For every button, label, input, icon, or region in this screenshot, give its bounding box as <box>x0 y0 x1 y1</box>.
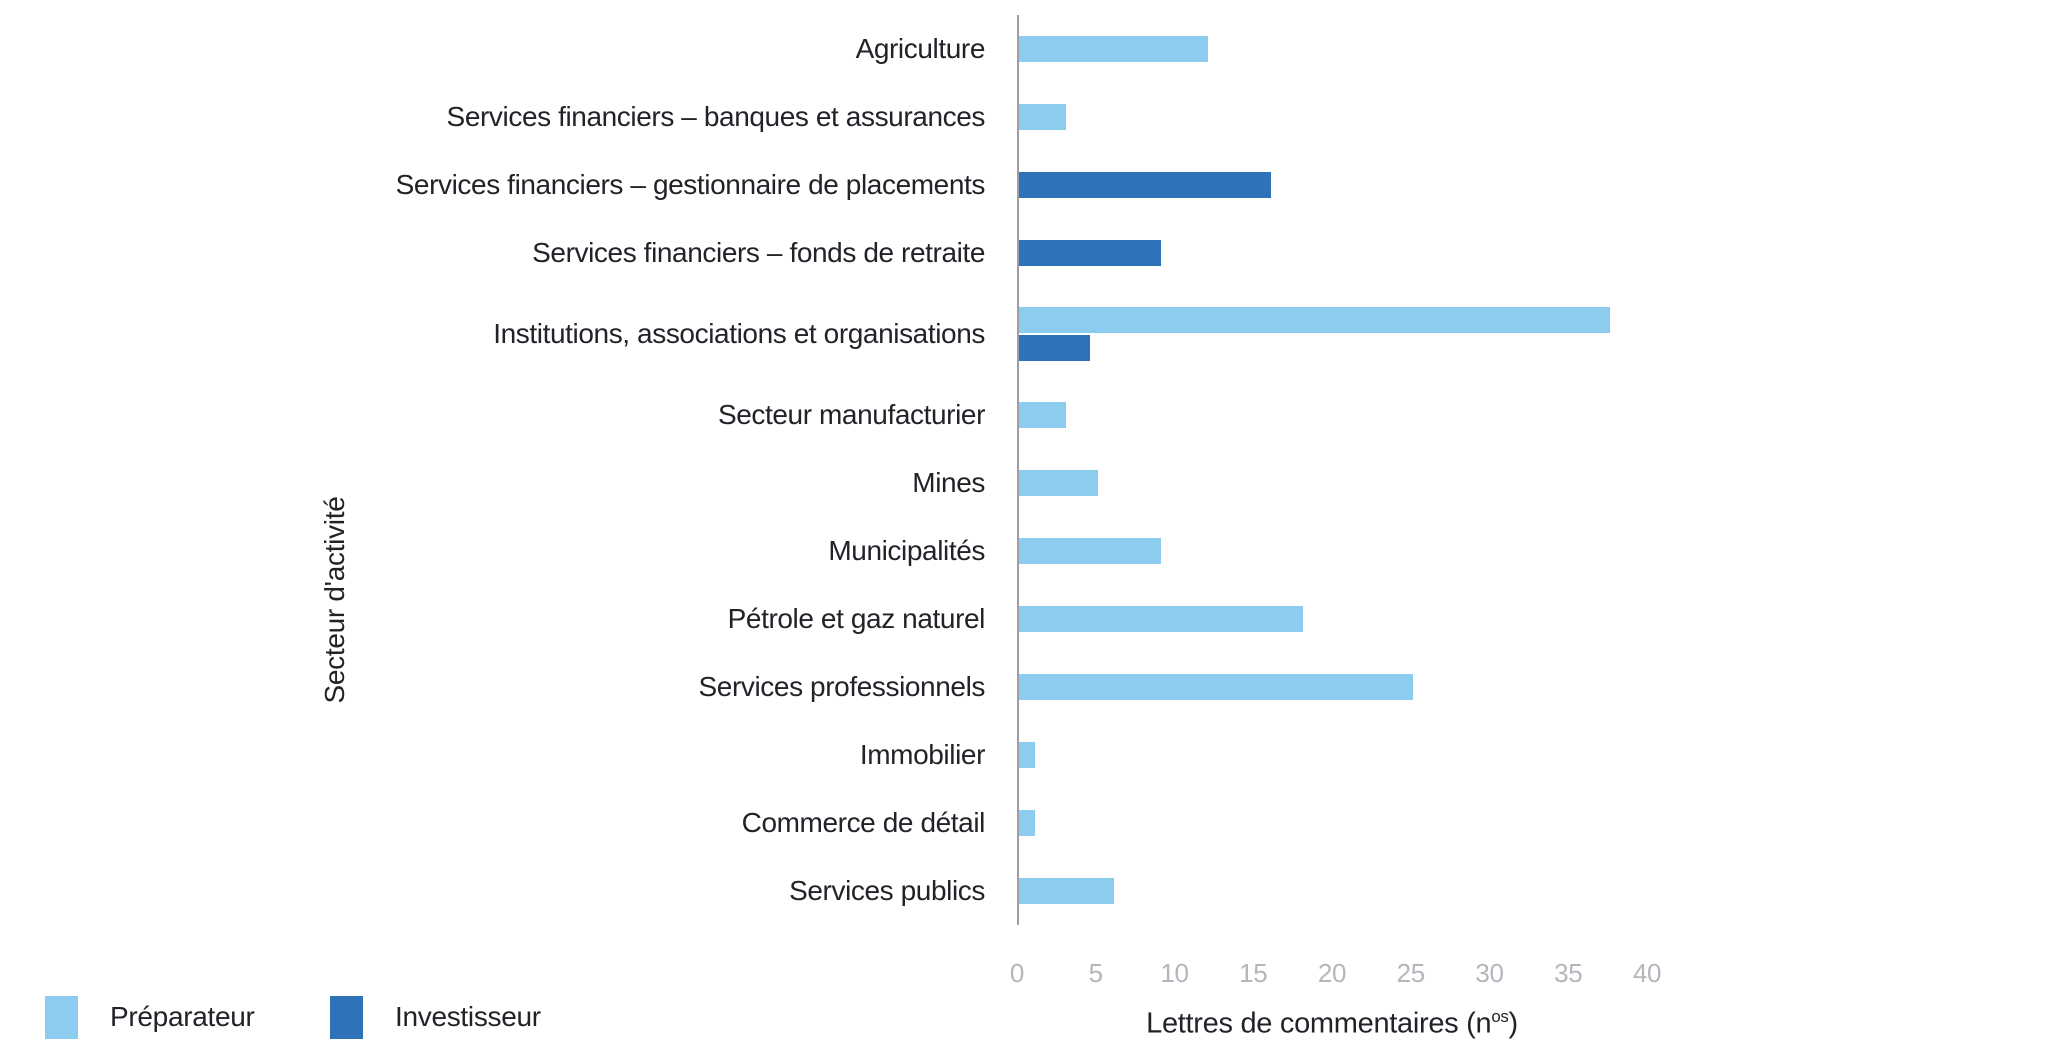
legend-label-investisseur: Investisseur <box>395 1001 541 1032</box>
chart-row <box>0 653 2048 721</box>
legend-label-preparateur: Préparateur <box>110 1001 255 1032</box>
chart-row <box>0 857 2048 925</box>
bar-preparateur <box>1019 307 1610 333</box>
bar-preparateur <box>1019 402 1066 428</box>
x-tick-label: 5 <box>1088 958 1103 988</box>
bar-preparateur <box>1019 606 1303 632</box>
bar-preparateur <box>1019 470 1098 496</box>
legend-swatch-investisseur <box>330 996 363 1039</box>
x-tick-label: 35 <box>1554 958 1583 988</box>
bar-investisseur <box>1019 172 1271 198</box>
plot-area <box>0 15 2048 925</box>
bar-investisseur <box>1019 240 1161 266</box>
bar-preparateur <box>1019 36 1208 62</box>
chart-row <box>0 721 2048 789</box>
chart-row <box>0 219 2048 287</box>
category-label: Pétrole et gaz naturel <box>727 603 985 634</box>
chart-row <box>0 381 2048 449</box>
chart-row <box>0 151 2048 219</box>
bar-group <box>1017 219 2048 287</box>
bar-preparateur <box>1019 674 1413 700</box>
bar-group <box>1017 151 2048 219</box>
bar-preparateur <box>1019 104 1066 130</box>
bar-group <box>1017 585 2048 653</box>
chart-row <box>0 83 2048 151</box>
category-label: Institutions, associations et organisations <box>493 318 985 349</box>
category-label: Municipalités <box>828 535 985 566</box>
bar-group <box>1017 15 2048 83</box>
bar-group <box>1017 83 2048 151</box>
x-axis <box>1009 925 2048 1061</box>
bar-group <box>1017 381 2048 449</box>
category-label: Services professionnels <box>698 671 985 702</box>
bar-preparateur <box>1019 742 1035 768</box>
category-label: Services financiers – banques et assurances <box>446 101 985 132</box>
chart-row <box>0 15 2048 83</box>
chart-row <box>0 287 2048 381</box>
bar-group <box>1017 857 2048 925</box>
bar-group <box>1017 287 2048 381</box>
chart-row <box>0 517 2048 585</box>
x-tick-label: 40 <box>1632 958 1662 988</box>
x-tick-label: 15 <box>1239 958 1268 988</box>
bar-group <box>1017 653 2048 721</box>
category-label: Commerce de détail <box>741 807 985 838</box>
bar-group <box>1017 517 2048 585</box>
category-label: Services financiers – gestionnaire de placements <box>395 169 985 200</box>
category-label: Secteur manufacturier <box>717 399 985 430</box>
x-tick-label: 10 <box>1160 958 1189 988</box>
x-axis-title-suffix: ) <box>1508 1007 1518 1040</box>
x-axis-title <box>1146 1007 1518 1041</box>
bar-group <box>1017 449 2048 517</box>
bar-preparateur <box>1019 878 1114 904</box>
bar-group <box>1017 721 2048 789</box>
chart-row <box>0 585 2048 653</box>
legend-item-investisseur <box>330 995 541 1039</box>
chart-row <box>0 449 2048 517</box>
category-label: Services publics <box>789 875 985 906</box>
category-label: Services financiers – fonds de retraite <box>532 237 985 268</box>
x-tick-label: 20 <box>1317 958 1347 988</box>
chart-row <box>0 789 2048 857</box>
category-label: Mines <box>912 467 985 498</box>
x-axis-title-superscript: os <box>1491 1007 1509 1026</box>
category-label: Agriculture <box>855 33 985 64</box>
x-axis-title-text: Lettres de commentaires (n <box>1146 1007 1492 1040</box>
x-tick-label: 0 <box>1009 958 1025 988</box>
bar-investisseur <box>1019 335 1090 361</box>
category-label: Immobilier <box>859 739 985 770</box>
y-axis-title: Secteur d'activité <box>319 496 350 704</box>
bar-preparateur <box>1019 538 1161 564</box>
legend-swatch-preparateur <box>45 996 78 1039</box>
x-tick-label: 30 <box>1475 958 1504 988</box>
x-tick-label: 25 <box>1396 958 1425 988</box>
bar-preparateur <box>1019 810 1035 836</box>
bar-group <box>1017 789 2048 857</box>
legend-item-preparateur <box>45 995 255 1039</box>
